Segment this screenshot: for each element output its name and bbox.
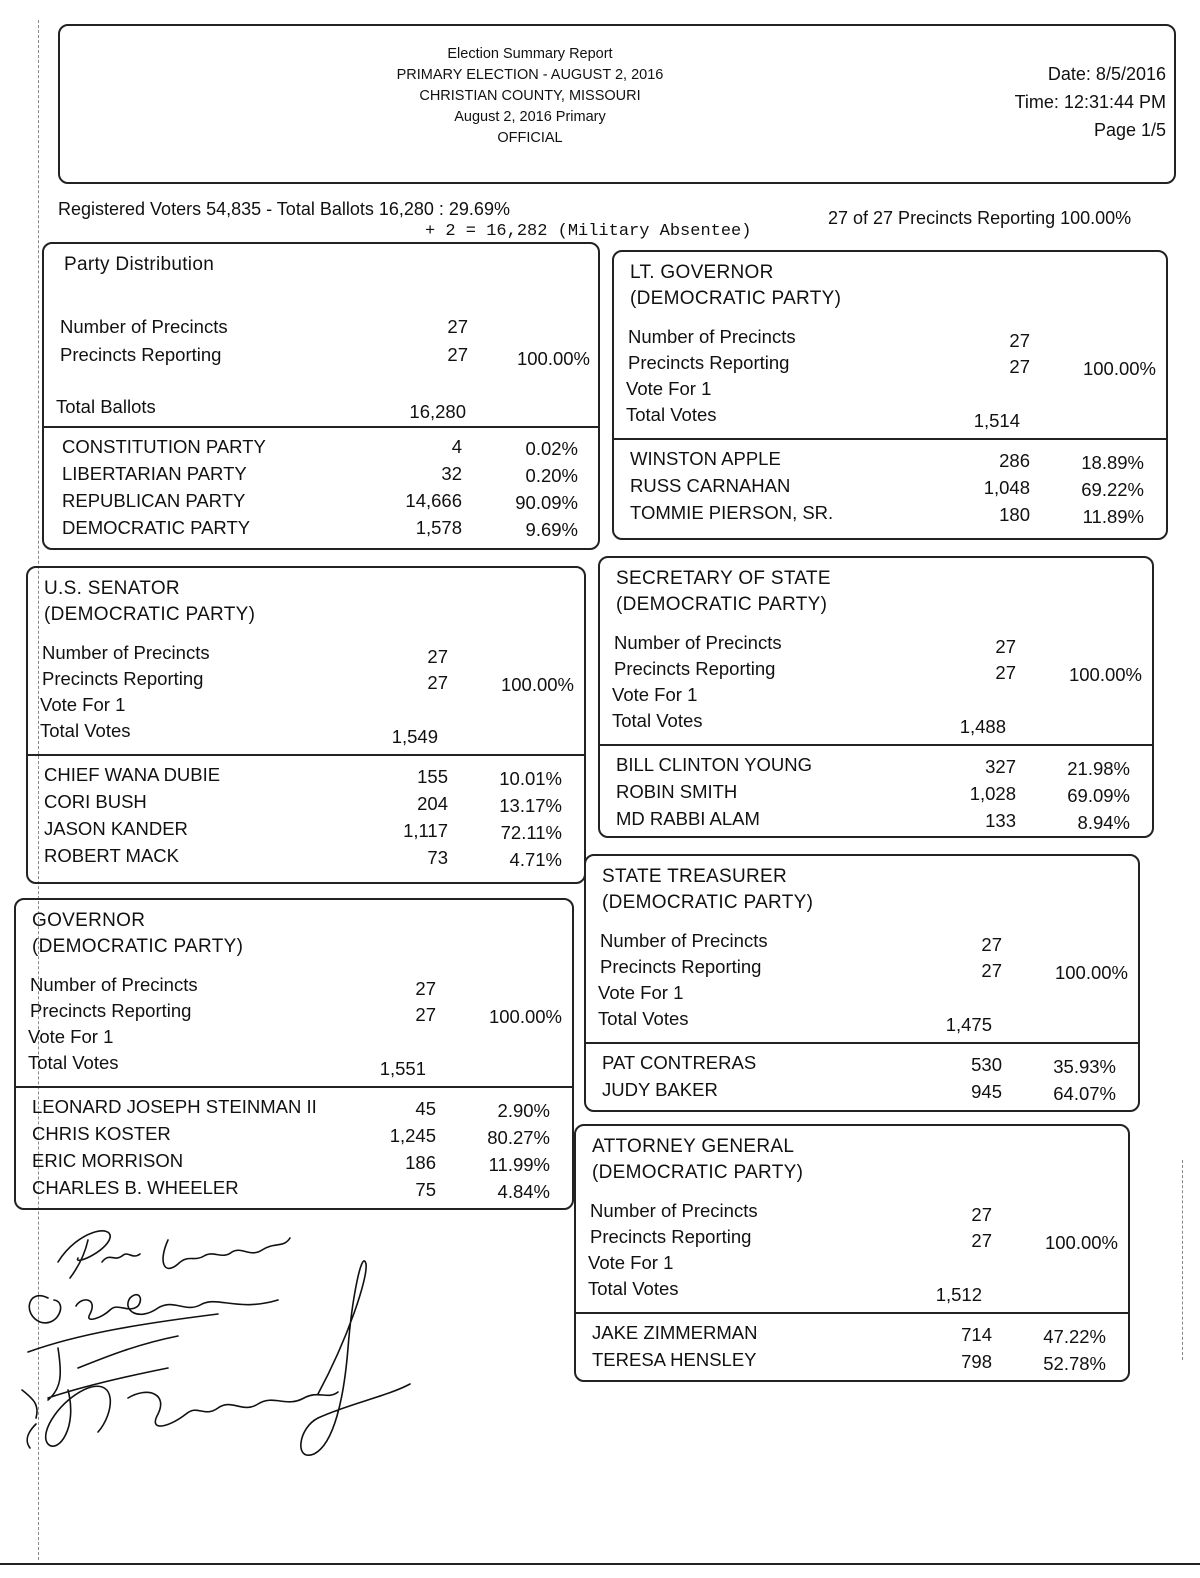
candidate-percent: 69.09% bbox=[1067, 785, 1130, 806]
party-label: (DEMOCRATIC PARTY) bbox=[616, 594, 828, 615]
candidate-percent: 8.94% bbox=[1077, 812, 1130, 833]
total-votes-row bbox=[576, 1278, 1128, 1305]
num-precincts-row bbox=[586, 930, 1138, 954]
value: 27 bbox=[995, 662, 1016, 683]
candidate-votes: 45 bbox=[415, 1098, 436, 1119]
precincts-reporting-row bbox=[586, 956, 1138, 983]
value: 27 bbox=[1009, 356, 1030, 377]
precincts-reporting-row bbox=[576, 1226, 1128, 1253]
candidate-percent: 11.99% bbox=[488, 1154, 550, 1175]
label: Total Votes bbox=[40, 720, 131, 741]
label: Total Votes bbox=[588, 1278, 679, 1299]
value: 1,475 bbox=[945, 1014, 992, 1035]
value: 16,280 bbox=[409, 401, 466, 422]
party-label: (DEMOCRATIC PARTY) bbox=[32, 936, 244, 957]
candidate-votes: 204 bbox=[417, 793, 448, 814]
candidate-percent: 18.89% bbox=[1081, 452, 1144, 473]
report-meta bbox=[1015, 60, 1166, 144]
race-attorney-general bbox=[574, 1124, 1130, 1382]
race-title bbox=[602, 864, 813, 916]
percent: 100.00% bbox=[1068, 664, 1142, 685]
party-percent: 0.02% bbox=[525, 438, 578, 459]
candidate-row bbox=[28, 764, 584, 788]
office-name: LT. GOVERNOR bbox=[630, 262, 774, 283]
label: Precincts Reporting bbox=[600, 956, 762, 977]
candidate-votes: 186 bbox=[405, 1152, 436, 1173]
candidate-row bbox=[576, 1322, 1128, 1346]
candidate-name: TOMMIE PIERSON, SR. bbox=[630, 502, 834, 523]
party-label: (DEMOCRATIC PARTY) bbox=[44, 604, 256, 625]
party-row bbox=[44, 517, 598, 541]
candidate-percent: 21.98% bbox=[1067, 758, 1130, 779]
total-votes-row bbox=[600, 710, 1152, 737]
label: Number of Precincts bbox=[42, 642, 210, 663]
percent: 100.00% bbox=[1054, 962, 1128, 983]
report-time: Time: 12:31:44 PM bbox=[1014, 92, 1166, 112]
num-precincts-row bbox=[16, 974, 572, 998]
label: Vote For 1 bbox=[28, 1026, 114, 1047]
value: 27 bbox=[427, 672, 448, 693]
candidate-row bbox=[16, 1177, 572, 1201]
candidate-percent: 52.78% bbox=[1043, 1353, 1106, 1374]
label: Precincts Reporting bbox=[60, 344, 222, 365]
race-governor bbox=[14, 898, 574, 1210]
label: Total Votes bbox=[612, 710, 703, 731]
percent: 100.00% bbox=[1082, 358, 1156, 379]
report-header bbox=[58, 24, 1176, 184]
candidate-name: JUDY BAKER bbox=[602, 1079, 718, 1100]
candidate-row bbox=[586, 1079, 1138, 1103]
label: Vote For 1 bbox=[40, 694, 126, 715]
candidate-name: CHIEF WANA DUBIE bbox=[44, 764, 221, 785]
candidate-percent: 35.93% bbox=[1053, 1056, 1116, 1077]
race-us-senator bbox=[26, 566, 586, 884]
race-state-treasurer bbox=[584, 854, 1140, 1112]
label: Number of Precincts bbox=[30, 974, 198, 995]
party-percent: 0.20% bbox=[525, 465, 578, 486]
candidate-row bbox=[600, 781, 1152, 805]
divider bbox=[576, 1312, 1128, 1314]
divider bbox=[28, 754, 584, 756]
party-name: CONSTITUTION PARTY bbox=[62, 436, 266, 457]
party-percent: 90.09% bbox=[515, 492, 578, 513]
party-name: DEMOCRATIC PARTY bbox=[62, 517, 251, 538]
candidate-name: MD RABBI ALAM bbox=[616, 808, 760, 829]
precincts-reporting-row bbox=[28, 668, 584, 695]
label: Precincts Reporting bbox=[42, 668, 204, 689]
candidate-percent: 4.71% bbox=[509, 849, 562, 870]
candidate-name: TERESA HENSLEY bbox=[592, 1349, 757, 1370]
value: 1,551 bbox=[379, 1058, 426, 1079]
label: Total Votes bbox=[626, 404, 717, 425]
party-votes: 4 bbox=[451, 436, 462, 457]
office-name: SECRETARY OF STATE bbox=[616, 568, 831, 589]
value: 27 bbox=[427, 646, 448, 667]
candidate-percent: 80.27% bbox=[487, 1127, 550, 1148]
num-precincts-row bbox=[614, 326, 1166, 350]
party-label: (DEMOCRATIC PARTY) bbox=[592, 1162, 804, 1183]
party-reporting-row bbox=[44, 344, 598, 368]
office-name: U.S. SENATOR bbox=[44, 578, 180, 599]
candidate-name: JAKE ZIMMERMAN bbox=[592, 1322, 758, 1343]
vote-for-row bbox=[586, 982, 1138, 1006]
label: Vote For 1 bbox=[598, 982, 684, 1003]
signatures-drawing bbox=[18, 1218, 418, 1488]
candidate-percent: 11.89% bbox=[1082, 506, 1144, 527]
report-title: Election Summary Report bbox=[447, 46, 613, 62]
candidate-row bbox=[614, 475, 1166, 499]
candidate-votes: 945 bbox=[971, 1081, 1002, 1102]
candidate-percent: 2.90% bbox=[497, 1100, 550, 1121]
candidate-name: JASON KANDER bbox=[44, 818, 188, 839]
candidate-votes: 180 bbox=[999, 504, 1030, 525]
vote-for-row bbox=[614, 378, 1166, 402]
label: Precincts Reporting bbox=[30, 1000, 192, 1021]
value: 1,549 bbox=[391, 726, 438, 747]
value: 27 bbox=[981, 960, 1002, 981]
candidate-percent: 10.01% bbox=[499, 768, 562, 789]
candidate-row bbox=[600, 754, 1152, 778]
label: Precincts Reporting bbox=[628, 352, 790, 373]
report-title-block bbox=[360, 44, 700, 149]
divider bbox=[16, 1086, 572, 1088]
candidate-votes: 1,028 bbox=[969, 783, 1016, 804]
candidate-percent: 69.22% bbox=[1081, 479, 1144, 500]
candidate-row bbox=[28, 818, 584, 842]
percent: 100.00% bbox=[500, 674, 574, 695]
candidate-votes: 155 bbox=[417, 766, 448, 787]
party-label: (DEMOCRATIC PARTY) bbox=[630, 288, 842, 309]
party-row bbox=[44, 436, 598, 460]
vote-for-row bbox=[576, 1252, 1128, 1276]
candidate-row bbox=[614, 502, 1166, 526]
candidate-votes: 714 bbox=[961, 1324, 992, 1345]
office-name: ATTORNEY GENERAL bbox=[592, 1136, 795, 1157]
vote-for-row bbox=[28, 694, 584, 718]
party-row bbox=[44, 463, 598, 487]
label: Number of Precincts bbox=[590, 1200, 758, 1221]
race-lt-governor bbox=[612, 250, 1168, 540]
candidate-name: CHARLES B. WHEELER bbox=[32, 1177, 239, 1198]
race-title bbox=[616, 566, 831, 618]
party-votes: 14,666 bbox=[405, 490, 462, 511]
percent: 100.00% bbox=[488, 1006, 562, 1027]
county-name: CHRISTIAN COUNTY, MISSOURI bbox=[419, 88, 641, 104]
candidate-row bbox=[576, 1349, 1128, 1373]
label: Total Votes bbox=[598, 1008, 689, 1029]
value: 27 bbox=[447, 316, 468, 337]
party-votes: 32 bbox=[441, 463, 462, 484]
candidate-votes: 1,245 bbox=[389, 1125, 436, 1146]
candidate-votes: 75 bbox=[415, 1179, 436, 1200]
race-secretary-of-state bbox=[598, 556, 1154, 838]
report-date: Date: 8/5/2016 bbox=[1047, 64, 1166, 84]
military-absentee-note: + 2 = 16,282 (Military Absentee) bbox=[425, 222, 752, 241]
candidate-votes: 1,048 bbox=[983, 477, 1030, 498]
page-number: Page 1/5 bbox=[1093, 120, 1166, 140]
page-edge-bottom bbox=[0, 1563, 1200, 1565]
label: Total Votes bbox=[28, 1052, 119, 1073]
percent: 100.00% bbox=[516, 348, 590, 369]
percent: 100.00% bbox=[1044, 1232, 1118, 1253]
candidate-name: ROBERT MACK bbox=[44, 845, 180, 866]
candidate-name: LEONARD JOSEPH STEINMAN II bbox=[32, 1096, 317, 1117]
precincts-reporting-row bbox=[16, 1000, 572, 1027]
candidate-name: CORI BUSH bbox=[44, 791, 147, 812]
candidate-votes: 1,117 bbox=[403, 820, 448, 841]
candidate-percent: 47.22% bbox=[1043, 1326, 1106, 1347]
divider bbox=[600, 744, 1152, 746]
label: Precincts Reporting bbox=[590, 1226, 752, 1247]
candidate-votes: 286 bbox=[999, 450, 1030, 471]
official-label: OFFICIAL bbox=[497, 130, 563, 146]
total-votes-row bbox=[16, 1052, 572, 1079]
candidate-votes: 133 bbox=[985, 810, 1016, 831]
party-percent: 9.69% bbox=[525, 519, 578, 540]
candidate-percent: 13.17% bbox=[499, 795, 562, 816]
candidate-votes: 530 bbox=[971, 1054, 1002, 1075]
race-title bbox=[592, 1134, 803, 1186]
election-date: August 2, 2016 Primary bbox=[454, 109, 606, 125]
value: 27 bbox=[447, 344, 468, 365]
num-precincts-row bbox=[28, 642, 584, 666]
party-row bbox=[44, 490, 598, 514]
candidate-votes: 798 bbox=[961, 1351, 992, 1372]
candidate-row bbox=[28, 791, 584, 815]
candidate-name: WINSTON APPLE bbox=[630, 448, 781, 469]
candidate-row bbox=[16, 1096, 572, 1120]
total-votes-row bbox=[28, 720, 584, 747]
label: Total Ballots bbox=[56, 396, 156, 417]
num-precincts-row bbox=[576, 1200, 1128, 1224]
candidate-row bbox=[586, 1052, 1138, 1076]
vote-for-row bbox=[16, 1026, 572, 1050]
total-votes-row bbox=[586, 1008, 1138, 1035]
value: 27 bbox=[1009, 330, 1030, 351]
candidate-row bbox=[16, 1150, 572, 1174]
candidate-name: PAT CONTRERAS bbox=[602, 1052, 757, 1073]
value: 1,512 bbox=[935, 1284, 982, 1305]
candidate-name: ROBIN SMITH bbox=[616, 781, 738, 802]
page-edge-right bbox=[1182, 1160, 1183, 1360]
candidate-row bbox=[614, 448, 1166, 472]
value: 1,488 bbox=[959, 716, 1006, 737]
total-votes-row bbox=[614, 404, 1166, 431]
value: 27 bbox=[971, 1204, 992, 1225]
divider bbox=[586, 1042, 1138, 1044]
value: 1,514 bbox=[973, 410, 1020, 431]
candidate-percent: 72.11% bbox=[500, 822, 562, 843]
candidate-row bbox=[28, 845, 584, 869]
label: Number of Precincts bbox=[600, 930, 768, 951]
candidate-name: RUSS CARNAHAN bbox=[630, 475, 791, 496]
candidate-row bbox=[600, 808, 1152, 832]
office-name: STATE TREASURER bbox=[602, 866, 788, 887]
value: 27 bbox=[981, 934, 1002, 955]
party-name: LIBERTARIAN PARTY bbox=[62, 463, 247, 484]
party-total-ballots-row bbox=[44, 396, 598, 420]
party-distribution-box bbox=[42, 242, 600, 550]
label: Precincts Reporting bbox=[614, 658, 776, 679]
party-votes: 1,578 bbox=[415, 517, 462, 538]
label: Number of Precincts bbox=[614, 632, 782, 653]
precincts-reporting-row bbox=[614, 352, 1166, 379]
candidate-row bbox=[16, 1123, 572, 1147]
candidate-name: CHRIS KOSTER bbox=[32, 1123, 171, 1144]
candidate-percent: 64.07% bbox=[1053, 1083, 1116, 1104]
party-num-precincts-row bbox=[44, 316, 598, 340]
candidate-votes: 327 bbox=[985, 756, 1016, 777]
candidate-percent: 4.84% bbox=[497, 1181, 550, 1202]
value: 27 bbox=[971, 1230, 992, 1251]
race-title bbox=[44, 576, 255, 628]
vote-for-row bbox=[600, 684, 1152, 708]
value: 27 bbox=[415, 978, 436, 999]
party-label: (DEMOCRATIC PARTY) bbox=[602, 892, 814, 913]
num-precincts-row bbox=[600, 632, 1152, 656]
candidate-name: ERIC MORRISON bbox=[32, 1150, 184, 1171]
label: Number of Precincts bbox=[628, 326, 796, 347]
election-name: PRIMARY ELECTION - AUGUST 2, 2016 bbox=[396, 67, 664, 83]
label: Number of Precincts bbox=[60, 316, 228, 337]
precincts-reporting-line: 27 of 27 Precincts Reporting 100.00% bbox=[828, 208, 1132, 228]
value: 27 bbox=[995, 636, 1016, 657]
party-name: REPUBLICAN PARTY bbox=[62, 490, 246, 511]
value: 27 bbox=[415, 1004, 436, 1025]
precincts-reporting-row bbox=[600, 658, 1152, 685]
race-title bbox=[630, 260, 841, 312]
candidate-votes: 73 bbox=[427, 847, 448, 868]
office-name: GOVERNOR bbox=[32, 910, 146, 931]
label: Vote For 1 bbox=[612, 684, 698, 705]
candidate-name: BILL CLINTON YOUNG bbox=[616, 754, 813, 775]
label: Vote For 1 bbox=[626, 378, 712, 399]
race-title bbox=[32, 908, 243, 960]
registered-voters-line: Registered Voters 54,835 - Total Ballots 16,280 : 29.69% bbox=[58, 199, 510, 219]
divider bbox=[44, 426, 598, 428]
party-distribution-title: Party Distribution bbox=[64, 254, 215, 275]
divider bbox=[614, 438, 1166, 440]
label: Vote For 1 bbox=[588, 1252, 674, 1273]
